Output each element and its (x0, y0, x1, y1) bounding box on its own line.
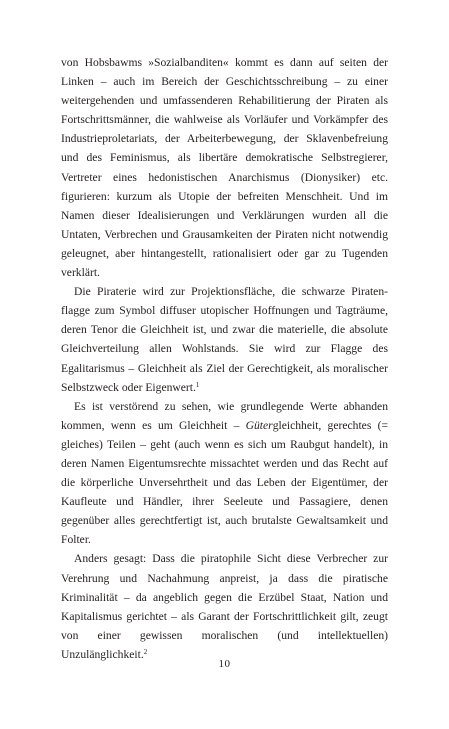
body-paragraph (61, 549, 388, 664)
text-run: Die Piraterie wird zur Projektionsfläche, die schwarze Piratenflagge zum Symbol diffuser utopischer Hoffnungen und Tagträume, deren Tenor die Gleichheit ist, und zwar die materielle, die absolute Gleichverteilung allen Wohlstands. Sie wird zur Flagge des Egalitarismus – Gleichheit als Ziel der Gerechtigkeit, als moralischer Selbstzweck oder Eigenwert. (61, 285, 388, 394)
body-paragraph (61, 53, 388, 282)
body-paragraph (61, 282, 388, 397)
footnote-marker: 1 (195, 380, 200, 389)
page-body (61, 53, 388, 664)
text-run: Anders gesagt: Dass die piratophile Sicht diese Verbrecher zur Verehrung und Nachahmung anpreist, ja dass die piratische Kriminalität – da angeblich gegen die Erzübel Staat, Nation und Kapitalismus gerichtet – als Garant der Fortschrittlichkeit gilt, zeugt von einer gewissen moralischen (und intellektuellen) Unzulänglichkeit. (61, 552, 388, 661)
text-run: von Hobsbawms »Sozialbanditen« kommt es dann auf seiten der Linken – auch im Bereich der Geschichtsschreibung – zu einer weitergehenden und umfassenderen Rehabilitierung der Piraten als Fortschrittsmänner, die wahlweise als Vorläufer und Vorkämpfer des Industrieproletariats, der Arbeiterbewegung, der Sklavenbefreiung und des Feminismus, als libertäre demokratische Selbstregierer, Vertreter eines hedonistischen Anarchismus (Dionysiker) etc. figurieren: kurzum als Utopie der befreiten Menschheit. Und im Namen dieser Idealisierungen und Verklärungen wurden all die Untaten, Verbrechen und Grausamkeiten der Piraten nicht notwendig geleugnet, aber hintangestellt, rationalisiert oder gar zu Tugenden verklärt. (61, 56, 388, 280)
footnote-marker: 2 (143, 647, 148, 656)
body-paragraph (61, 397, 388, 550)
emphasized-text: Güter (245, 418, 273, 432)
page-number: 10 (218, 658, 231, 670)
text-run: gleichheit, gerechtes (= gleiches) Teilen – geht (auch wenn es sich um Raubgut handelt), in deren Namen Eigentumsrechte missachtet werden und das Recht auf die körperliche Unversehrtheit und das Leben der Eigentümer, der Kaufleute und Händler, ihrer Seeleute und Passagiere, denen gegenüber alles gerechtfertigt ist, auch brutalste Gewaltsamkeit und Folter. (61, 418, 388, 547)
text-run: Es ist verstörend zu sehen, wie grundlegende Werte abhanden kommen, wenn es um Gleichheit – (61, 399, 388, 432)
